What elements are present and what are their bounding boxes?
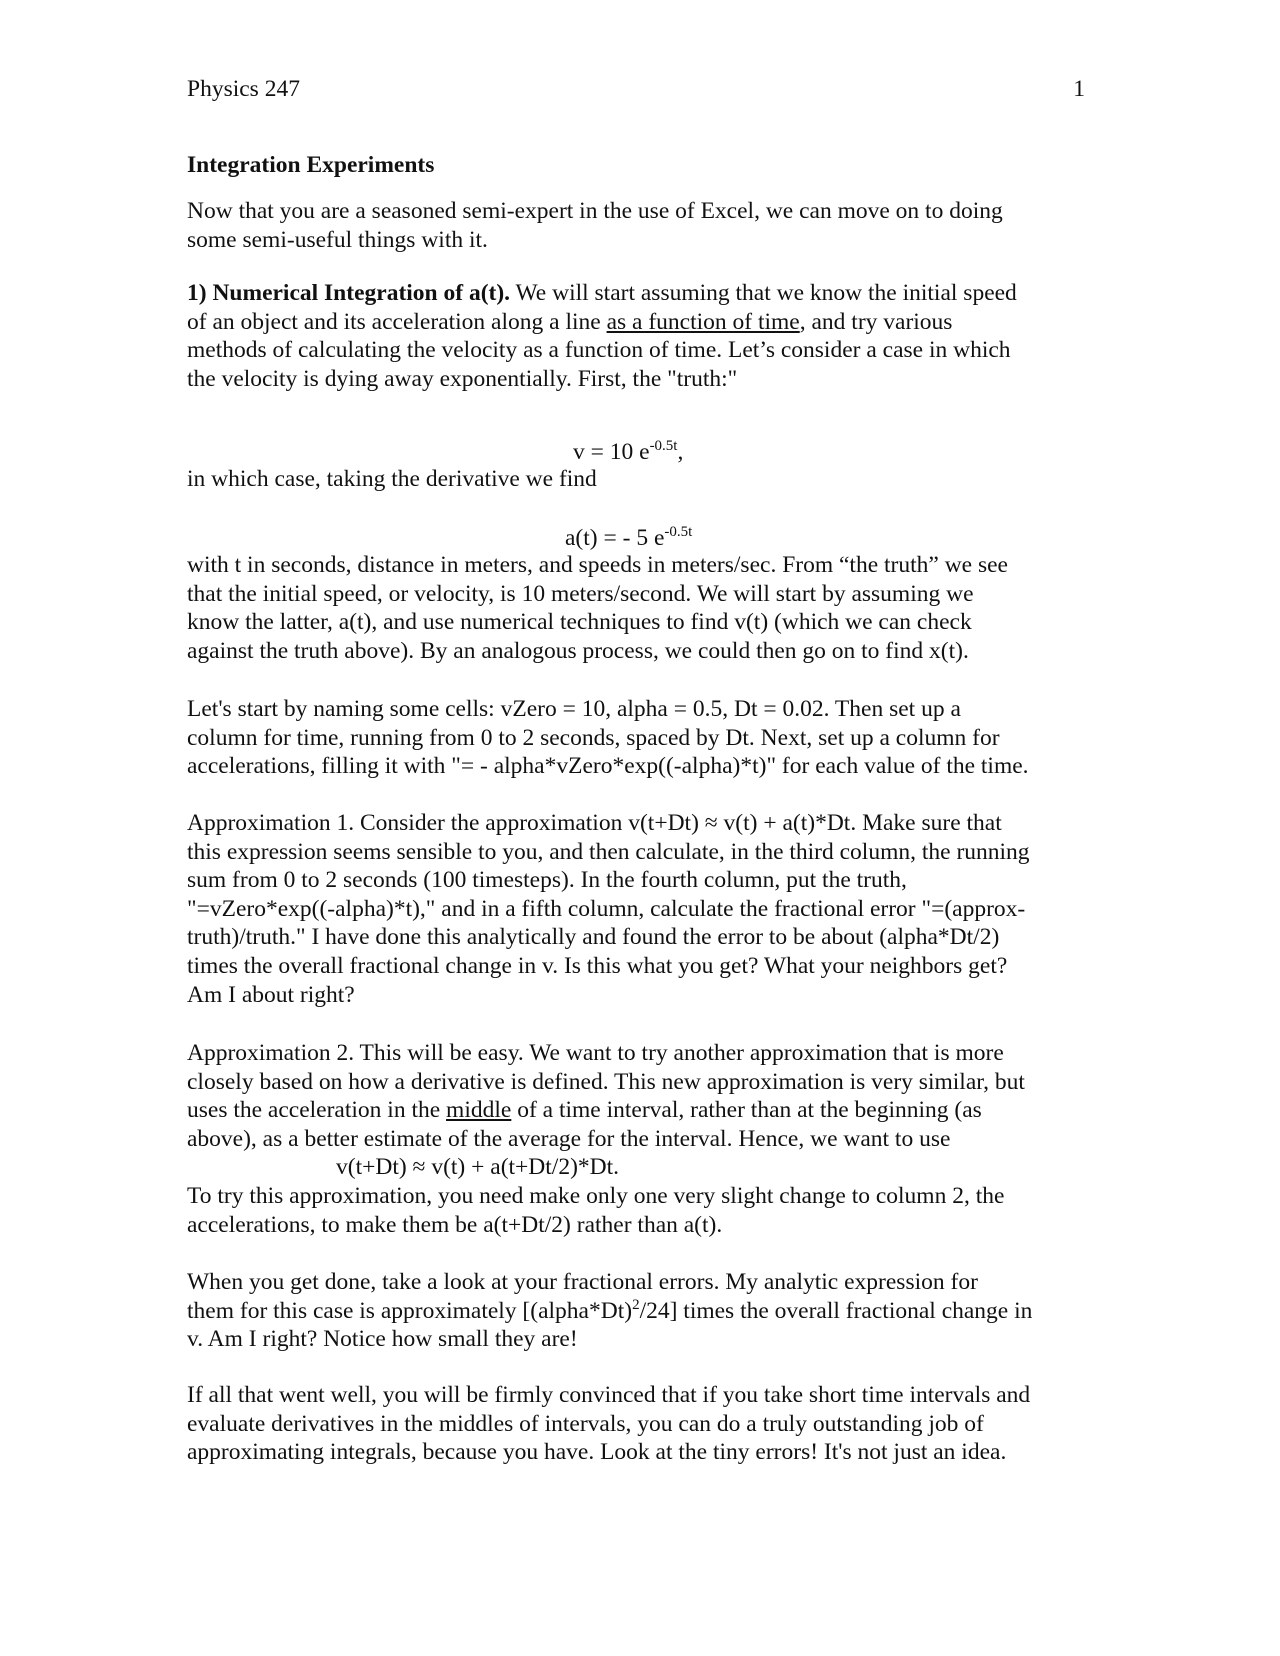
approximation2-paragraph (187, 1039, 1097, 1239)
text-line: Let's start by naming some cells: vZero = 10, alpha = 0.5, Dt = 0.02. Then set up a (187, 696, 961, 722)
document-title: Integration Experiments (187, 152, 435, 178)
text-line: above), as a better estimate of the average for the interval. Hence, we want to use (187, 1125, 951, 1152)
equation-tail: , (677, 439, 684, 465)
text-line: Approximation 2. This will be easy. We want to try another approximation that is more (187, 1040, 1004, 1066)
text-line: sum from 0 to 2 seconds (100 timesteps). In the fourth column, put the truth, (187, 867, 907, 894)
text-line: column for time, running from 0 to 2 seconds, spaced by Dt. Next, set up a column for (187, 724, 1000, 751)
text-line: "=vZero*exp((-alpha)*t)," and in a fifth column, calculate the fractional error "=(approx- (187, 895, 1026, 922)
superscript: 2 (632, 1296, 640, 1313)
equation-base: v = 10 e (573, 439, 650, 465)
text-line: the velocity is dying away exponentially. First, the "truth:" (187, 365, 738, 392)
text-span: , and try various (799, 308, 953, 335)
text-line: that the initial speed, or velocity, is 10 meters/second. We will start by assuming we (187, 580, 974, 607)
text-line (187, 308, 1097, 337)
equation-exponent: -0.5t (649, 438, 678, 454)
underlined-text: middle (446, 1097, 512, 1124)
page-number: 1 (1073, 76, 1085, 102)
errors-paragraph (187, 1268, 1097, 1354)
text-line: approximating integrals, because you have. Look at the tiny errors! It's not just an idea. (187, 1439, 1007, 1466)
text-line: Now that you are a seasoned semi-expert in the use of Excel, we can move on to doing (187, 198, 1003, 224)
text-line: know the latter, a(t), and use numerical techniques to find v(t) (which we can check (187, 609, 972, 636)
text-span: /24] times the overall fractional change in (639, 1297, 1033, 1324)
velocity-equation (573, 438, 683, 467)
text-line: this expression seems sensible to you, and then calculate, in the third column, the running (187, 838, 1030, 865)
underlined-text: as a function of time (606, 308, 800, 335)
text-line (187, 1096, 1097, 1125)
text-line: v. Am I right? Notice how small they are! (187, 1326, 578, 1353)
text-line: To try this approximation, you need make only one very slight change to column 2, the (187, 1182, 1005, 1209)
text-span: We will start assuming that we know the initial speed (510, 280, 1017, 306)
section1-paragraph (187, 279, 1097, 393)
text-span: of a time interval, rather than at the beginning (as (511, 1097, 982, 1124)
text-span: of an object and its acceleration along a line (187, 308, 607, 335)
text-line: accelerations, filling it with "= - alpha*vZero*exp((-alpha)*t)" for each value of the time. (187, 753, 1029, 780)
text-line: Am I about right? (187, 981, 355, 1008)
derivative-intro (187, 465, 1097, 494)
equation-base: a(t) = - 5 e (565, 525, 665, 551)
text-line (187, 1297, 1097, 1326)
text-line: against the truth above). By an analogous process, we could then go on to find x(t). (187, 637, 969, 664)
text-line: When you get done, take a look at your fractional errors. My analytic expression for (187, 1269, 978, 1295)
formula-line: v(t+Dt) ≈ v(t) + a(t+Dt/2)*Dt. (336, 1154, 620, 1181)
intro-paragraph (187, 197, 1097, 254)
section-heading: 1) Numerical Integration of a(t). (187, 280, 511, 306)
text-span: uses the acceleration in the (187, 1097, 447, 1124)
conclusion-paragraph (187, 1381, 1097, 1467)
text-span: them for this case is approximately [(alpha*Dt) (187, 1297, 633, 1324)
page-header (187, 75, 1085, 105)
text-line: some semi-useful things with it. (187, 226, 488, 253)
course-title: Physics 247 (187, 76, 300, 102)
setup-paragraph (187, 695, 1097, 781)
approximation1-paragraph (187, 809, 1097, 1009)
text-line: times the overall fractional change in v. Is this what you get? What your neighbors get? (187, 952, 1008, 979)
text-line: truth)/truth." I have done this analytically and found the error to be about (alpha*Dt/2) (187, 924, 1000, 951)
equation-exponent: -0.5t (664, 524, 693, 540)
text-line: Approximation 1. Consider the approximation v(t+Dt) ≈ v(t) + a(t)*Dt. Make sure that (187, 810, 1002, 836)
text-line: closely based on how a derivative is defined. This new approximation is very similar, but (187, 1068, 1025, 1095)
text-line: in which case, taking the derivative we find (187, 466, 597, 492)
acceleration-equation (565, 524, 692, 553)
text-line: evaluate derivatives in the middles of intervals, you can do a truly outstanding job of (187, 1410, 984, 1437)
text-line (187, 279, 1097, 308)
text-line: accelerations, to make them be a(t+Dt/2) rather than a(t). (187, 1211, 723, 1238)
units-paragraph (187, 551, 1097, 665)
text-line: methods of calculating the velocity as a function of time. Let’s consider a case in which (187, 337, 1011, 364)
text-line: with t in seconds, distance in meters, and speeds in meters/sec. From “the truth” we see (187, 552, 1008, 578)
text-line: If all that went well, you will be firmly convinced that if you take short time intervals and (187, 1382, 1031, 1408)
